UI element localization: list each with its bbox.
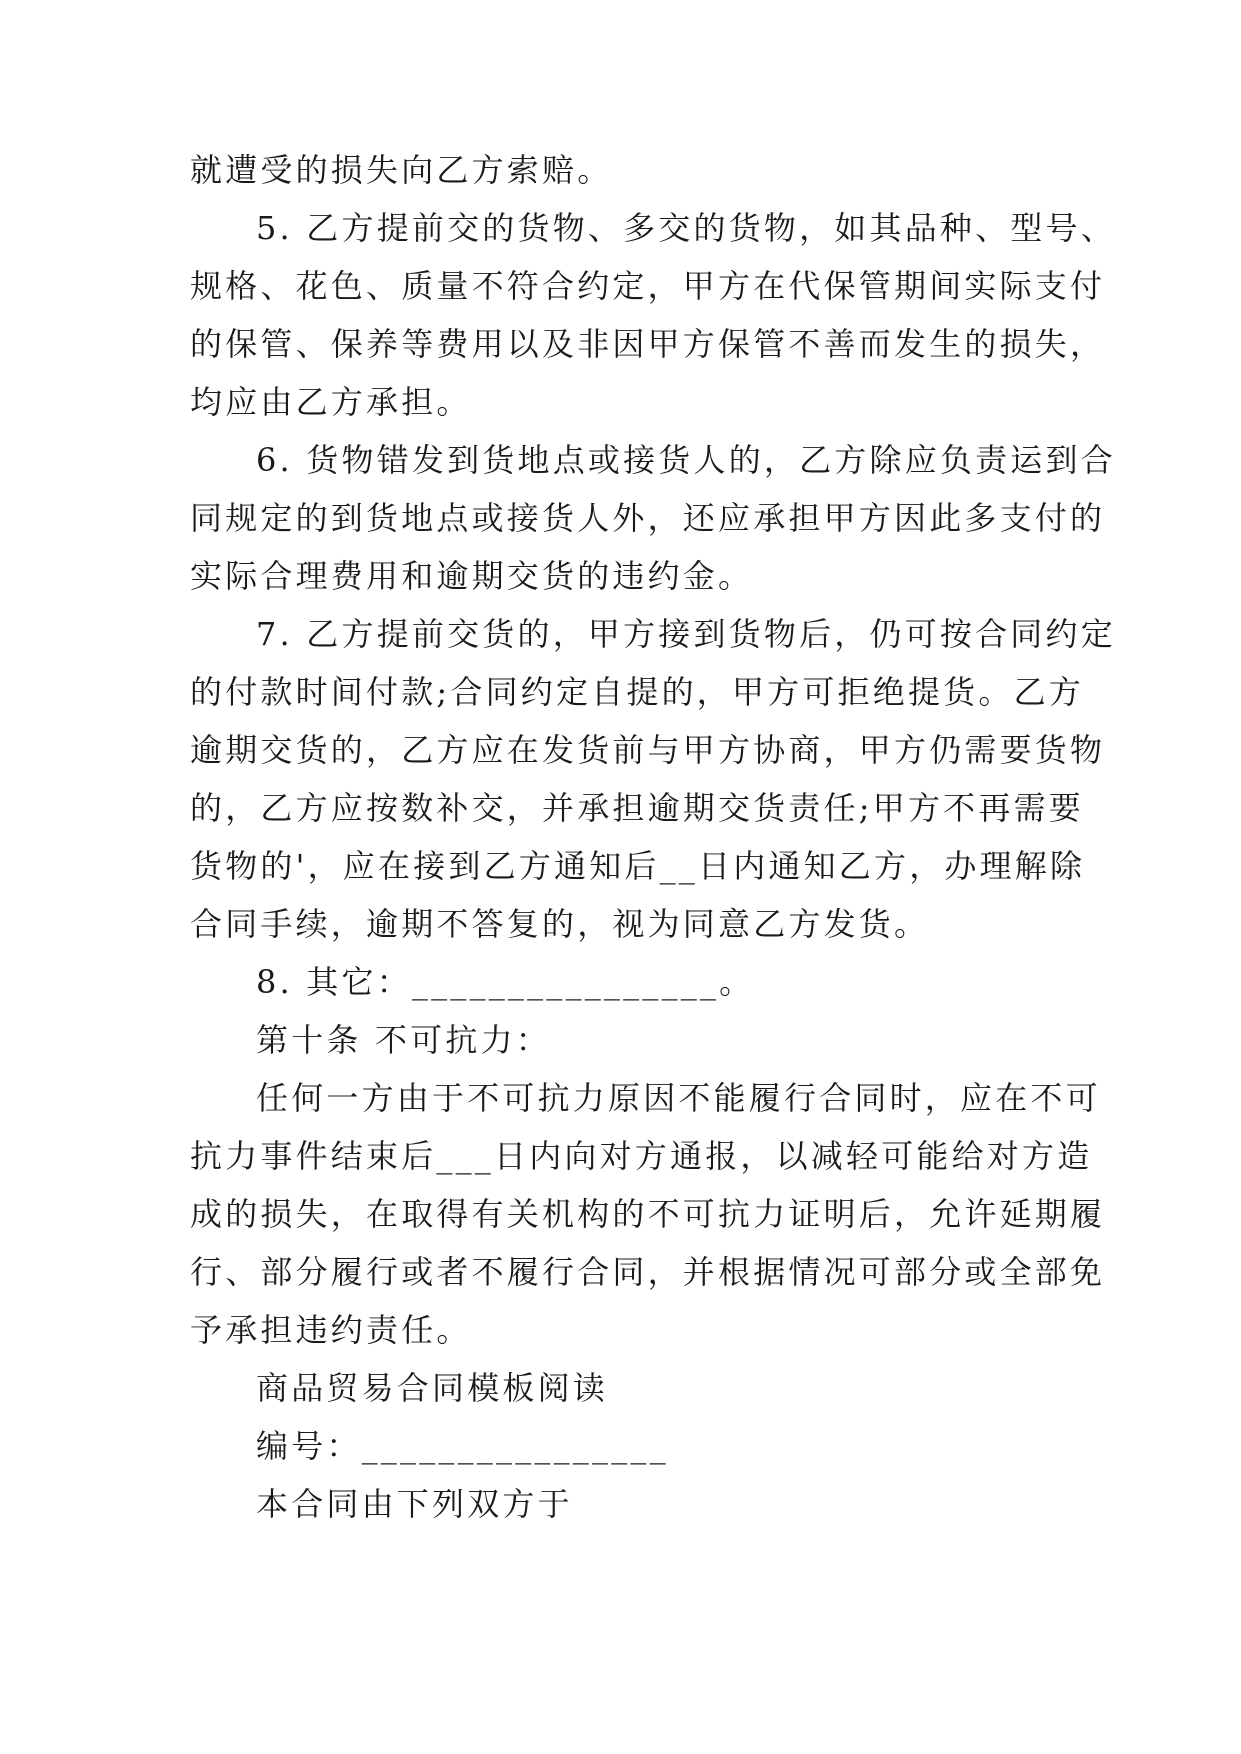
text-line: 就遭受的损失向乙方索赔。	[190, 151, 613, 189]
template-title: 商品贸易合同模板阅读	[256, 1369, 609, 1407]
text-line: 同规定的到货地点或接货人外，还应承担甲方因此多支付的	[190, 499, 1106, 537]
text-line: 货物的'，应在接到乙方通知后__日内通知乙方，办理解除	[190, 847, 1086, 885]
text-line: 均应由乙方承担。	[190, 383, 472, 421]
text-line: 实际合理费用和逾期交货的违约金。	[190, 557, 754, 595]
text-line: 的，乙方应按数补交，并承担逾期交货责任;甲方不再需要	[190, 789, 1084, 827]
text-line: 予承担违约责任。	[190, 1311, 472, 1349]
article-10-heading: 第十条 不可抗力：	[256, 1021, 551, 1059]
contract-number-line: 编号：________________	[256, 1427, 669, 1465]
text-line: 抗力事件结束后___日内向对方通报，以减轻可能给对方造	[190, 1137, 1093, 1175]
clause-8-line: 8. 其它：________________。	[256, 963, 755, 1001]
clause-5-line: 5. 乙方提前交的货物、多交的货物，如其品种、型号、	[256, 209, 1116, 247]
text-line: 行、部分履行或者不履行合同，并根据情况可部分或全部免	[190, 1253, 1106, 1291]
text-line: 成的损失，在取得有关机构的不可抗力证明后，允许延期履	[190, 1195, 1106, 1233]
text-line: 的保管、保养等费用以及非因甲方保管不善而发生的损失，	[190, 325, 1106, 363]
text-line: 的付款时间付款;合同约定自提的，甲方可拒绝提货。乙方	[190, 673, 1084, 711]
text-line: 逾期交货的，乙方应在发货前与甲方协商，甲方仍需要货物	[190, 731, 1106, 769]
text-line: 合同手续，逾期不答复的，视为同意乙方发货。	[190, 905, 930, 943]
clause-6-line: 6. 货物错发到货地点或接货人的，乙方除应负责运到合	[256, 441, 1116, 479]
force-majeure-line: 任何一方由于不可抗力原因不能履行合同时，应在不可	[256, 1079, 1101, 1117]
parties-intro-line: 本合同由下列双方于	[256, 1485, 573, 1523]
text-line: 规格、花色、质量不符合约定，甲方在代保管期间实际支付	[190, 267, 1106, 305]
clause-7-line: 7. 乙方提前交货的，甲方接到货物后，仍可按合同约定	[256, 615, 1116, 653]
